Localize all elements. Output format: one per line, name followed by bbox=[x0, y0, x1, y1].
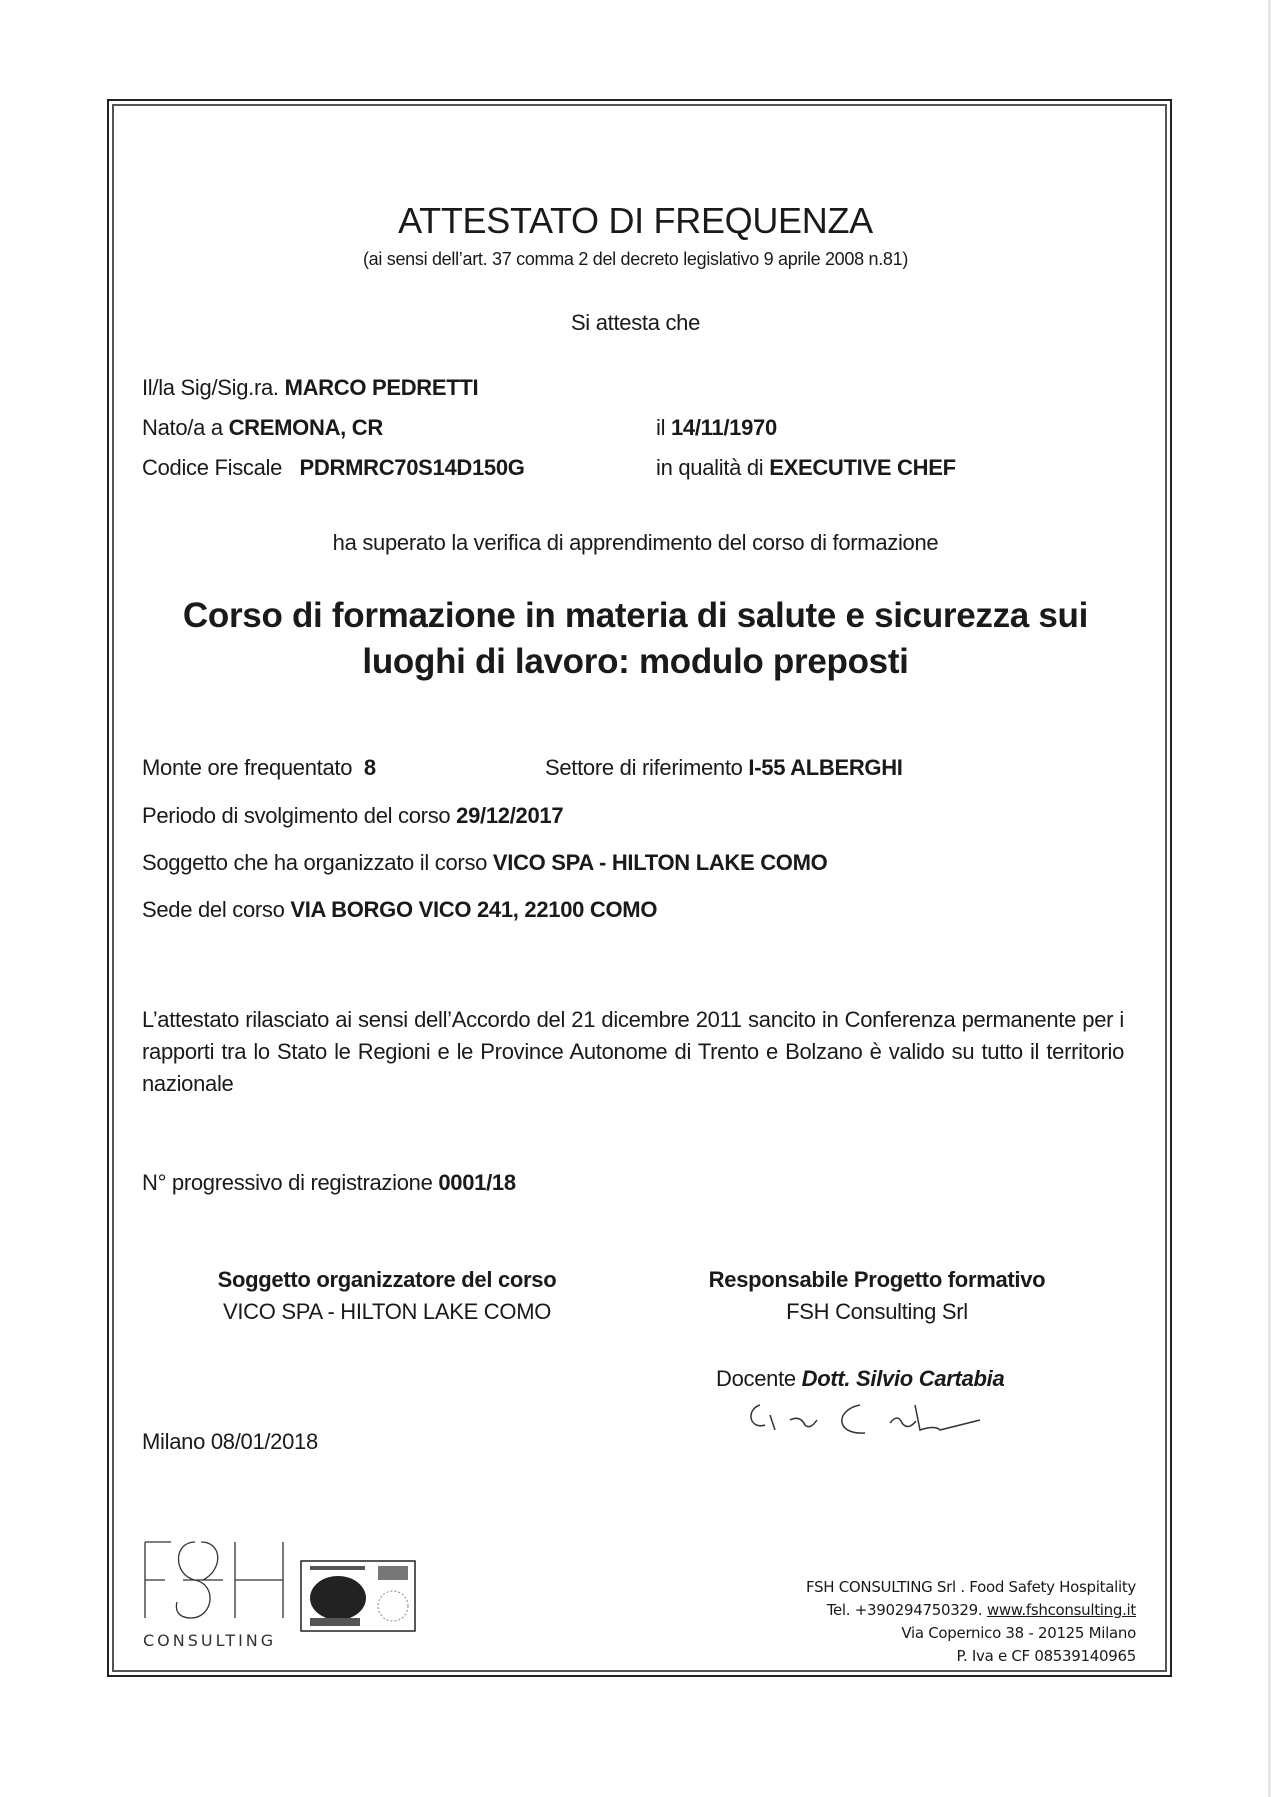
birthdate-label: il bbox=[656, 415, 666, 440]
registration-row bbox=[142, 1170, 516, 1196]
birthdate: 14/11/1970 bbox=[671, 415, 777, 440]
hours-label: Monte ore frequentato bbox=[142, 755, 353, 780]
venue-label: Sede del corso bbox=[142, 897, 285, 922]
name-row bbox=[142, 375, 478, 401]
registration-number: 0001/18 bbox=[438, 1170, 516, 1195]
role: EXECUTIVE CHEF bbox=[769, 455, 956, 480]
teacher-label: Docente bbox=[716, 1366, 796, 1391]
teacher-row bbox=[716, 1366, 1004, 1392]
validity-paragraph: L’attestato rilasciato ai sensi dell’Accordo del 21 dicembre 2011 sancito in Conferenza permanente per i rapporti tra lo Stato le Regioni e le Province Autonome di Trento e Bolzano è valido su tutto il territorio nazionale bbox=[142, 1007, 1124, 1096]
fsh-logo bbox=[143, 1540, 288, 1620]
hours-row bbox=[142, 755, 376, 781]
sector: I-55 ALBERGHI bbox=[748, 755, 903, 780]
right-signature-heading: Responsabile Progetto formativo bbox=[708, 1267, 1046, 1292]
right-signature-name: FSH Consulting Srl bbox=[786, 1299, 968, 1324]
teacher-name: Dott. Silvio Cartabia bbox=[801, 1366, 1005, 1391]
birthplace-row bbox=[142, 415, 383, 441]
person-name: MARCO PEDRETTI bbox=[284, 375, 479, 400]
organizer-row bbox=[142, 850, 827, 876]
sector-label: Settore di riferimento bbox=[545, 755, 743, 780]
period-label: Periodo di svolgimento del corso bbox=[142, 803, 451, 828]
venue: VIA BORGO VICO 241, 22100 COMO bbox=[290, 897, 658, 922]
registration-label: N° progressivo di registrazione bbox=[142, 1170, 433, 1195]
left-signature-heading: Soggetto organizzatore del corso bbox=[217, 1267, 557, 1292]
role-row bbox=[656, 455, 956, 481]
tax-code-row bbox=[142, 455, 525, 481]
footer-phone: Tel. +390294750329. bbox=[826, 1601, 983, 1619]
logo-subtitle: CONSULTING bbox=[143, 1631, 277, 1650]
name-label: Il/la Sig/Sig.ra. bbox=[142, 375, 279, 400]
certificate-title: ATTESTATO DI FREQUENZA bbox=[398, 200, 873, 241]
footer-contact bbox=[827, 1601, 1136, 1619]
birthplace-label: Nato/a a bbox=[142, 415, 223, 440]
handwritten-signature bbox=[740, 1395, 1040, 1440]
footer-company: FSH CONSULTING Srl . Food Safety Hospitality bbox=[806, 1578, 1136, 1596]
period: 29/12/2017 bbox=[456, 803, 564, 828]
organizer: VICO SPA - HILTON LAKE COMO bbox=[492, 850, 828, 875]
birthplace: CREMONA, CR bbox=[228, 415, 383, 440]
role-label: in qualità di bbox=[656, 455, 764, 480]
legal-reference: (ai sensi dell’art. 37 comma 2 del decreto legislativo 9 aprile 2008 n.81) bbox=[362, 249, 909, 269]
sector-row bbox=[545, 755, 903, 781]
certification-stamp bbox=[300, 1560, 416, 1632]
venue-row bbox=[142, 897, 657, 923]
period-row bbox=[142, 803, 563, 829]
left-signature-name: VICO SPA - HILTON LAKE COMO bbox=[222, 1299, 552, 1324]
footer-website-link[interactable]: www.fshconsulting.it bbox=[986, 1601, 1136, 1619]
hours: 8 bbox=[363, 755, 376, 780]
footer-address: Via Copernico 38 - 20125 Milano bbox=[901, 1624, 1136, 1642]
place-date: Milano 08/01/2018 bbox=[142, 1429, 318, 1454]
birthdate-row bbox=[656, 415, 777, 441]
passed-text: ha superato la verifica di apprendimento del corso di formazione bbox=[332, 530, 939, 555]
tax-code-label: Codice Fiscale bbox=[142, 455, 283, 480]
tax-code: PDRMRC70S14D150G bbox=[299, 455, 525, 480]
course-title-line2: luoghi di lavoro: modulo preposti bbox=[362, 642, 909, 681]
course-title-line1: Corso di formazione in materia di salute e sicurezza sui bbox=[182, 596, 1089, 635]
footer-vat: P. Iva e CF 08539140965 bbox=[956, 1647, 1136, 1665]
organizer-label: Soggetto che ha organizzato il corso bbox=[142, 850, 488, 875]
intro-text: Si attesta che bbox=[570, 310, 701, 335]
